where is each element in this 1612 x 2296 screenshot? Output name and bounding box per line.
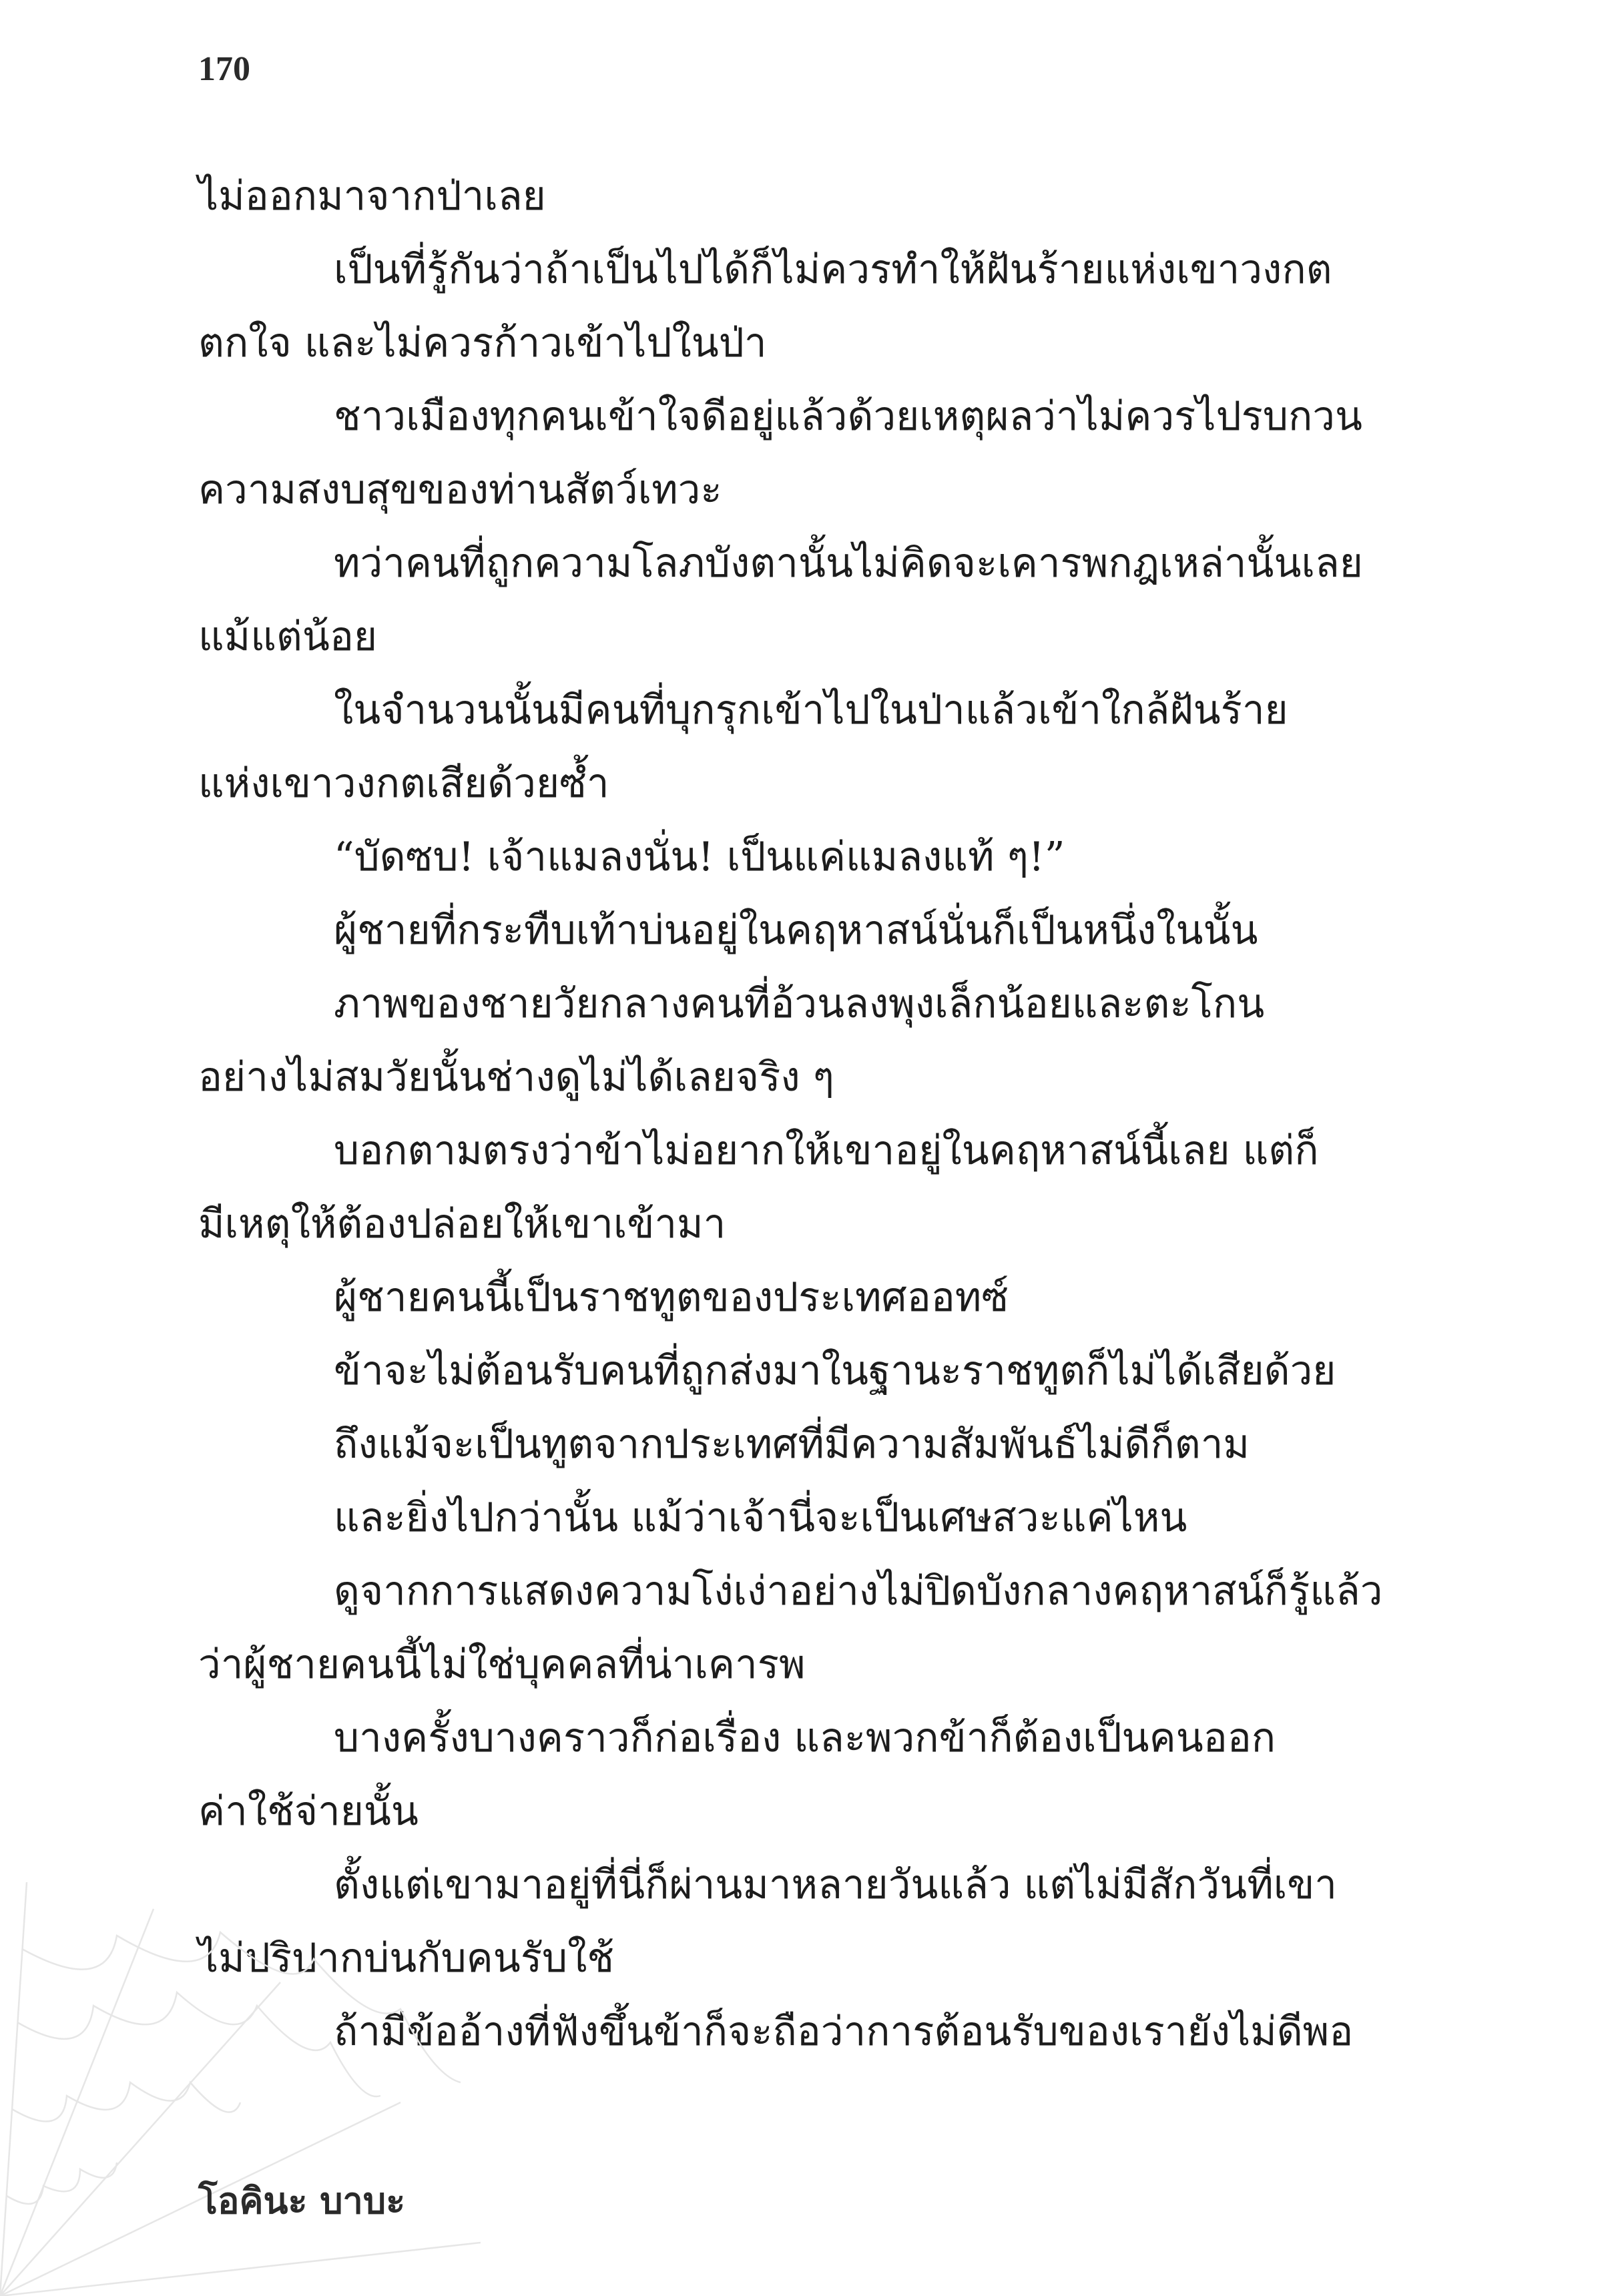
text-line: ค่าใช้จ่ายนั้น bbox=[198, 1788, 419, 1835]
text-line: ไม่ออกมาจากป่าเลย bbox=[198, 173, 546, 220]
body-text bbox=[198, 160, 1413, 2068]
text-line: ความสงบสุขของท่านสัตว์เทวะ bbox=[198, 467, 722, 513]
text-line: ภาพของชายวัยกลางคนที่อ้วนลงพุงเล็กน้อยและตะโกน bbox=[334, 980, 1265, 1027]
page-number: 170 bbox=[198, 50, 250, 88]
text-line: ตกใจ และไม่ควรก้าวเข้าไปในป่า bbox=[198, 320, 767, 366]
text-line: ข้าจะไม่ต้อนรับคนที่ถูกส่งมาในฐานะราชทูตก็ไม่ได้เสียด้วย bbox=[334, 1348, 1336, 1394]
text-line: ผู้ชายที่กระทืบเท้าบ่นอยู่ในคฤหาสน์นั่นก็เป็นหนึ่งในนั้น bbox=[334, 907, 1258, 954]
text-line: ชาวเมืองทุกคนเข้าใจดีอยู่แล้วด้วยเหตุผลว่าไม่ควรไปรบกวน bbox=[334, 393, 1363, 440]
dialogue-line: “บัดซบ! เจ้าแมลงนั่น! เป็นแค่แมลงแท้ ๆ!” bbox=[334, 834, 1065, 880]
text-line: และยิ่งไปกว่านั้น แม้ว่าเจ้านี่จะเป็นเศษสวะแค่ไหน bbox=[334, 1494, 1187, 1541]
text-line: แห่งเขาวงกตเสียด้วยซ้ำ bbox=[198, 760, 609, 807]
text-line: ตั้งแต่เขามาอยู่ที่นี่ก็ผ่านมาหลายวันแล้ว แต่ไม่มีสักวันที่เขา bbox=[334, 1861, 1337, 1908]
text-line: ว่าผู้ชายคนนี้ไม่ใช่บุคคลที่น่าเคารพ bbox=[198, 1641, 806, 1688]
text-line: แม้แต่น้อย bbox=[198, 613, 378, 660]
text-line: อย่างไม่สมวัยนั้นช่างดูไม่ได้เลยจริง ๆ bbox=[198, 1054, 834, 1101]
spider-web-decoration bbox=[0, 1882, 481, 2296]
text-line: ผู้ชายคนนี้เป็นราชทูตของประเทศออทซ์ bbox=[334, 1274, 1009, 1321]
text-line: บอกตามตรงว่าข้าไม่อยากให้เขาอยู่ในคฤหาสน์นี้เลย แต่ก็ bbox=[334, 1127, 1319, 1174]
text-line: ในจำนวนนั้นมีคนที่บุกรุกเข้าไปในป่าแล้วเข้าใกล้ฝันร้าย bbox=[334, 687, 1288, 734]
text-line: มีเหตุให้ต้องปล่อยให้เขาเข้ามา bbox=[198, 1201, 726, 1247]
text-line: ถ้ามีข้ออ้างที่ฟังขึ้นข้าก็จะถือว่าการต้อนรับของเรายังไม่ดีพอ bbox=[334, 2008, 1354, 2055]
text-line: ไม่ปริปากบ่นกับคนรับใช้ bbox=[198, 1935, 615, 1982]
text-line: บางครั้งบางคราวก็ก่อเรื่อง และพวกข้าก็ต้องเป็นคนออก bbox=[334, 1715, 1276, 1761]
text-line: ทว่าคนที่ถูกความโลภบังตานั้นไม่คิดจะเคารพกฎเหล่านั้นเลย bbox=[334, 540, 1363, 587]
text-line: เป็นที่รู้กันว่าถ้าเป็นไปได้ก็ไม่ควรทำให้ฝันร้ายแห่งเขาวงกต bbox=[334, 246, 1332, 293]
text-line: ดูจากการแสดงความโง่เง่าอย่างไม่ปิดบังกลางคฤหาสน์ก็รู้แล้ว bbox=[334, 1568, 1383, 1615]
footer-author: โอคินะ บาบะ bbox=[198, 2180, 406, 2222]
text-line: ถึงแม้จะเป็นทูตจากประเทศที่มีความสัมพันธ์ไม่ดีก็ตาม bbox=[334, 1421, 1250, 1468]
